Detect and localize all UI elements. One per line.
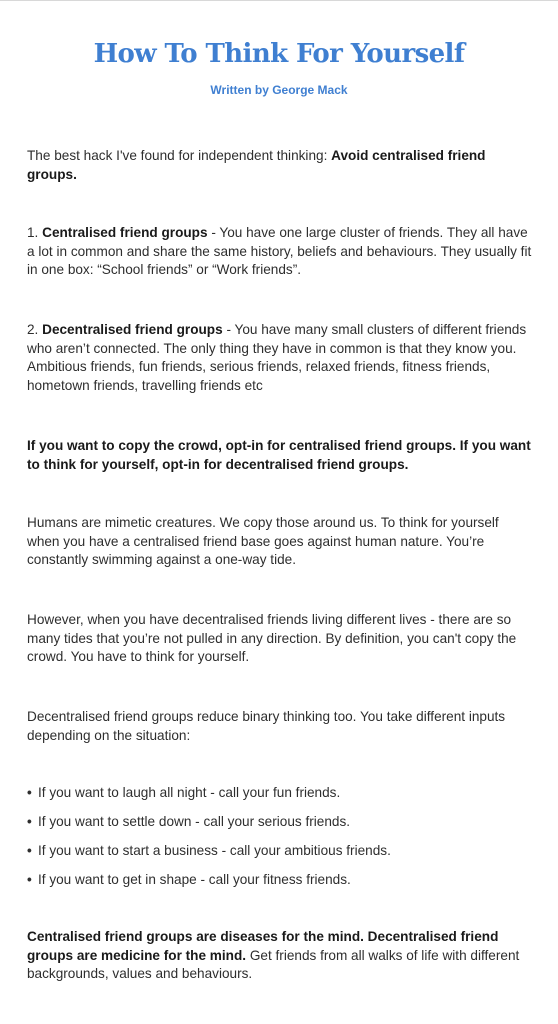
tides-text: However, when you have decentralised friends living different lives - there are so many tides that you’re not pulled in any direction. By definition, you can't copy the crowd. You have to think for yourself. [27, 612, 517, 665]
copy-crowd-paragraph [27, 437, 533, 474]
intro-paragraph [27, 147, 533, 184]
decentralised-number: 2. [27, 322, 43, 337]
binary-thinking-text: Decentralised friend groups reduce binary thinking too. You take different inputs depending on the situation: [27, 709, 506, 743]
conclusion-paragraph [27, 928, 533, 984]
binary-thinking-paragraph [27, 708, 533, 745]
mimetic-paragraph [27, 514, 533, 570]
intro-bold: Avoid centralised friend groups. [27, 148, 486, 182]
decentralised-text: - You have many small clusters of different friends who aren’t connected. The only thing they have in common is that they know you. Ambitious friends, fun friends, serious friends, relaxed friends, fitness friends, hometown friends, travelling friends etc [27, 322, 527, 393]
copy-crowd-bold: If you want to copy the crowd, opt-in for centralised friend groups. If you want to think for yourself, opt-in for decentralised friend groups. [27, 438, 531, 472]
bullet-glyph: • [27, 814, 32, 829]
list-item [27, 784, 533, 803]
list-item [27, 813, 533, 832]
mimetic-text: Humans are mimetic creatures. We copy those around us. To think for yourself when you have a centralised friend base goes against human nature. You’re constantly swimming against a one-way tide. [27, 515, 499, 568]
conclusion-text: Get friends from all walks of life with different backgrounds, values and behaviours. [27, 947, 520, 982]
article-title: How To Think For Yourself [93, 39, 465, 69]
centralised-heading: Centralised friend groups [42, 225, 212, 240]
list-item [27, 842, 533, 861]
list-item-text: If you want to laugh all night - call your fun friends. [38, 785, 341, 800]
list-item-text: If you want to settle down - call your serious friends. [38, 814, 351, 829]
list-item-text: If you want to get in shape - call your fitness friends. [38, 872, 351, 887]
centralised-paragraph [27, 224, 533, 280]
article-byline: Written by George Mack [210, 83, 348, 97]
centralised-number: 1. [27, 225, 43, 240]
bullet-glyph: • [27, 872, 32, 887]
conclusion-bold: Centralised friend groups are diseases for the mind. Decentralised friend groups are medicine for the mind. [27, 929, 499, 963]
decentralised-heading: Decentralised friend groups [42, 322, 223, 337]
list-item-text: If you want to start a business - call your ambitious friends. [38, 843, 391, 858]
bullet-glyph: • [27, 843, 32, 858]
list-item [27, 871, 533, 890]
decentralised-paragraph [27, 321, 533, 395]
intro-text: The best hack I've found for independent thinking: [27, 148, 332, 163]
tides-paragraph [27, 611, 533, 667]
bullet-glyph: • [27, 785, 32, 800]
centralised-text: - You have one large cluster of friends. They all have a lot in common and share the same history, beliefs and behaviours. They usually fit in one box: “School friends” or “Work friends”. [27, 225, 532, 278]
